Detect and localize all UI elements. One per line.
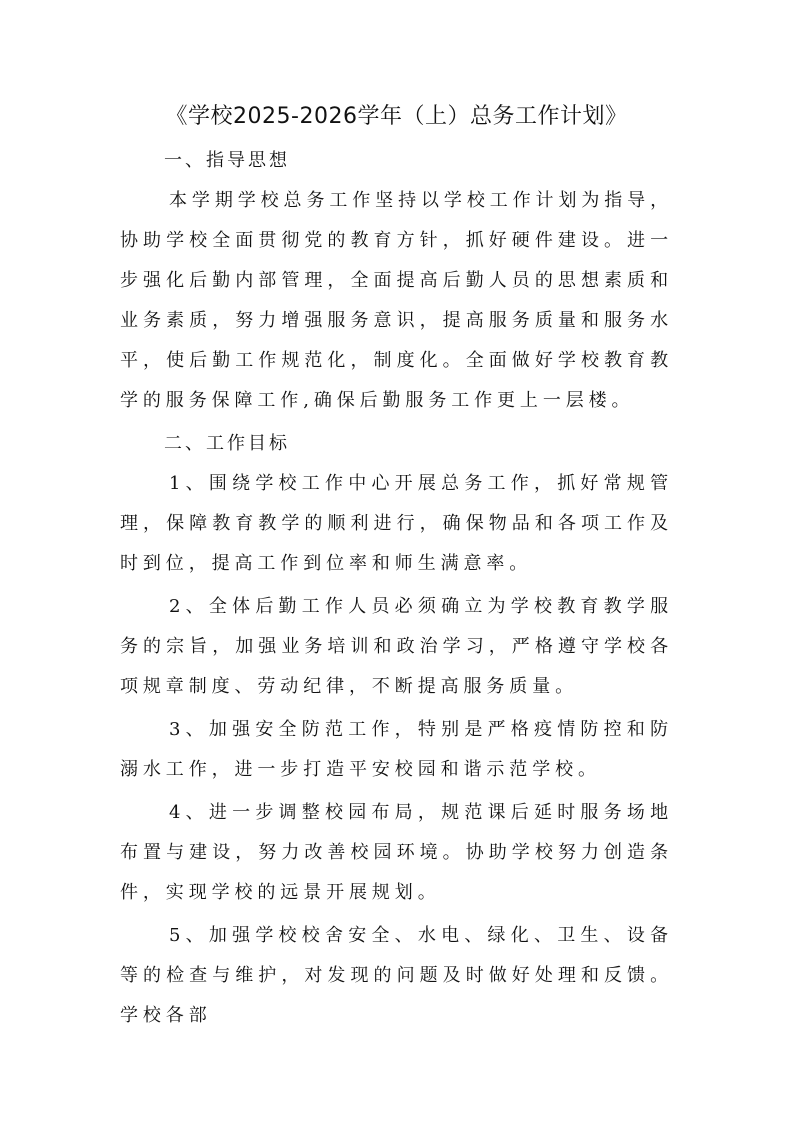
goal-item-5: 5、加强学校校舍安全、水电、绿化、卫生、设备等的检查与维护，对发现的问题及时做好处理和反馈。学校各部 <box>120 925 673 1026</box>
document-title: 《学校2025-2026学年（上）总务工作计划》 <box>165 104 628 129</box>
section-work-goals <box>120 424 673 1036</box>
section-guiding-ideology <box>120 141 673 421</box>
goal-item-1: 1、围绕学校工作中心开展总务工作，抓好常规管理，保障教育教学的顺利进行，确保物品和各项工作及时到位，提高工作到位率和师生满意率。 <box>120 473 673 574</box>
section-heading: 二、工作目标 <box>164 433 290 454</box>
goal-item-3: 3、加强安全防范工作，特别是严格疫情防控和防溺水工作，进一步打造平安校园和谐示范学校。 <box>120 719 673 780</box>
goal-item-2: 2、全体后勤工作人员必须确立为学校教育教学服务的宗旨，加强业务培训和政治学习，严格遵守学校各项规章制度、劳动纪律，不断提高服务质量。 <box>120 596 673 697</box>
section-heading: 一、指导思想 <box>164 150 290 171</box>
document-page <box>120 100 673 1039</box>
goal-item-4: 4、进一步调整校园布局，规范课后延时服务场地布置与建设，努力改善校园环境。协助学校努力创造条件，实现学校的远景开展规划。 <box>120 802 673 903</box>
paragraph: 本学期学校总务工作坚持以学校工作计划为指导，协助学校全面贯彻党的教育方针，抓好硬件建设。进一步强化后勤内部管理，全面提高后勤人员的思想素质和业务素质，努力增强服务意识，提高服务质量和服务水平，使后勤工作规范化，制度化。全面做好学校教育教学的服务保障工作,确保后勤服务工作更上一层楼。 <box>120 190 673 411</box>
